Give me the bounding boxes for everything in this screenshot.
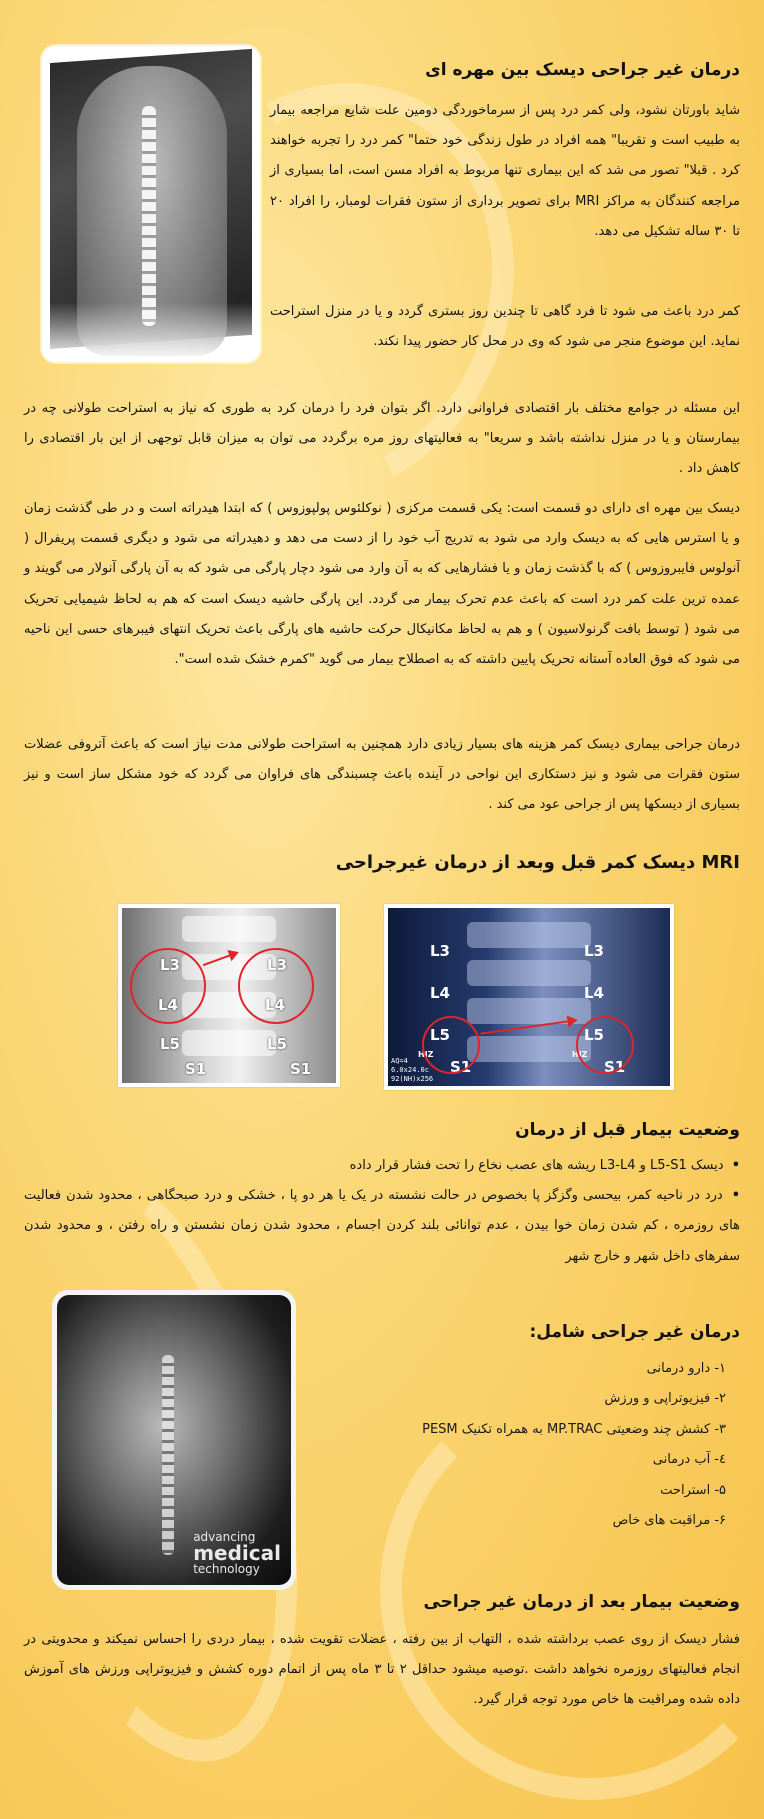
vertebra-label: L5 (160, 1035, 180, 1053)
spine-xray-photo (42, 46, 260, 362)
back-pain-photo (52, 1290, 296, 1590)
vertebra-label: L4 (265, 996, 285, 1014)
treatment-title: درمان غیر جراحی شامل: (529, 1322, 740, 1342)
list-item: • درد در ناحیه کمر، بیحسی وگزگز پا بخصوص در حالت نشسته در یک یا هر دو پا ، خشکی و درد صبحگاهی ، محدود شدن فعالیت های روزمره ، کم شدن زمان خوا بیدن ، عدم توانائی بلند کردن اجسام ، محدود شدن زمان نشستن و راه رفتن ، و محدود شدن سفرهای داخل شهر و خارج شهر (24, 1188, 740, 1264)
before-treatment-title: وضعیت بیمار قبل از درمان (515, 1120, 740, 1140)
mri-blue-before-after (384, 904, 674, 1090)
vertebra-label: L4 (430, 984, 450, 1002)
vertebra-label: L5 (430, 1026, 450, 1044)
list-item: ۵- استراحت (660, 1482, 726, 1498)
highlight-circle (238, 948, 314, 1024)
hiz-label: HIZ (572, 1050, 588, 1059)
list-item: ۱- دارو درمانی (646, 1361, 726, 1376)
vertebra-label: L5 (584, 1026, 604, 1044)
vertebra-label: S1 (290, 1060, 312, 1078)
mri-blue-image (388, 908, 670, 1086)
vertebra-label: L5 (267, 1035, 287, 1053)
list-item: ۶- مراقبت های خاص (612, 1513, 726, 1529)
vertebra-label: L3 (430, 942, 450, 960)
vertebra-label: S1 (185, 1060, 207, 1078)
intro-paragraph: شاید باورتان نشود، ولی کمر درد پس از سرماخوردگی دومین علت شایع مراجعه بیمار به طبیب است و تقریبا" همه افراد در طول زندگی خود حتما" کمر درد را تجربه خواهند کرد . قبلا" تصور می شد که این بیماری تنها مربوط به افراد مسن است، اما بسیاری از مراجعه کنندگان به مراکز MRI برای تصویر برداری از ستون فقرات لومبار، را افراد ۲۰ تا ۳۰ ساله تشکیل می دهد. (270, 103, 740, 239)
intro-paragraph: درمان جراحی بیماری دیسک کمر هزینه های بسیار زیادی دارد همچنین به استراحت طولانی مدت نیاز است که باعث آتروفی عضلات ستون فقرات می شود و نیز دستکاری این نواحی در آینده باعث چسبندگی های فراوان می گردد که خود مشکل ساز است و نیز بسیاری از دیسکها پس از جراحی عود می کند . (24, 737, 740, 813)
advancing-medical-technology-logo: advancing medical technology (193, 1530, 281, 1576)
intro-paragraph: دیسک بین مهره ای دارای دو قسمت است: یکی قسمت مرکزی ( نوکلئوس پولپوزوس ) که ابتدا هیدراته است و در طی گذشت زمان و یا استرس هایی که به دیسک وارد می شود به تدریج آب خود را از دست می دهد و دهیدراته می شود و دیگری قسمت پریفرال ( آنولوس فایبروزوس ) که با گذشت زمان و یا فشارهایی که به آن وارد می شود دچار پارگی می شود که به آن پارگی آنولار می گویند و عمده ترین علت کمر درد است که باعث عدم تحرک بیمار می گردد. این پارگی حاشیه دیسک است که هم به لحاظ شیمیایی تحریک می شود ( توسط بافت گرنولاسیون ) و هم به لحاظ مکانیکال حرکت حاشیه های پارگی باعث تحریک انتهای فیبرهای حسی این ناحیه می شود که فوق العاده آستانه تحریک پایین داشته که به اصطلاح بیمار می گوید "کمرم خشک شده است". (24, 501, 740, 668)
vertebra-label: L3 (267, 956, 287, 974)
intro-paragraph: این مسئله در جوامع مختلف بار اقتصادی فراوانی دارد. اگر بتوان فرد را درمان کرد به طوری که نیاز به استراحت طولانی چه در بیمارستان و یا در منزل نداشته باشد و سریعا" به فعالیتهای روز مره برگردد می توان به میزان قابل توجهی از این بار اقتصادی را کاهش داد . (24, 401, 740, 477)
mri-section-title: MRI دیسک کمر قبل وبعد از درمان غیرجراحی (335, 852, 740, 873)
after-treatment-paragraph: فشار دیسک از روی عصب برداشته شده ، التهاب از بین رفته ، عضلات تقویت شده ، بیمار دردی را احساس نمیکند و محدویتی در انجام فعالیتهای روزمره نخواهد داشت .توصیه میشود حداقل ۲ تا ۳ ماه پس از اتمام دوره کشش و فیزیوتراپی ورزش های آموزش داده شده ومراقبت ها خاص مورد توجه قرار گیرد. (24, 1632, 740, 1708)
hiz-label: HIZ (418, 1050, 434, 1059)
list-item: ٤- آب درمانی (652, 1452, 726, 1468)
list-item: • دیسک L5-S1 و L3-L4 ریشه های عصب نخاع را تحت فشار قرار داده (349, 1158, 740, 1173)
treatment-list (326, 1354, 726, 1536)
mri-gray-before-after (118, 904, 340, 1087)
highlight-circle (130, 948, 206, 1024)
vertebra-label: L3 (584, 942, 604, 960)
mri-metadata: AQ=4 6.0x24.0c 92(NH)x256 (391, 1057, 434, 1083)
vertebra-label: L4 (158, 996, 178, 1014)
highlight-circle (576, 1016, 634, 1074)
page-title: درمان غیر جراحی دیسک بین مهره ای (425, 60, 740, 80)
intro-paragraph: کمر درد باعث می شود تا فرد گاهی تا چندین روز بستری گردد و یا در منزل استراحت نماید. این موضوع منجر می شود که وی در محل کار حضور پیدا نکند. (270, 304, 740, 350)
before-treatment-list (24, 1151, 740, 1272)
list-item: ۳- کشش چند وضعیتی MP.TRAC به همراه تکنیک PESM (422, 1421, 726, 1437)
mri-gray-image (122, 908, 336, 1083)
vertebra-label: L3 (160, 956, 180, 974)
vertebra-label: S1 (604, 1058, 626, 1076)
list-item: ۲- فیزیوتراپی و ورزش (604, 1391, 726, 1407)
after-treatment-title: وضعیت بیمار بعد از درمان غیر جراحی (423, 1592, 740, 1612)
vertebra-label: L4 (584, 984, 604, 1002)
vertebra-label: S1 (450, 1058, 472, 1076)
